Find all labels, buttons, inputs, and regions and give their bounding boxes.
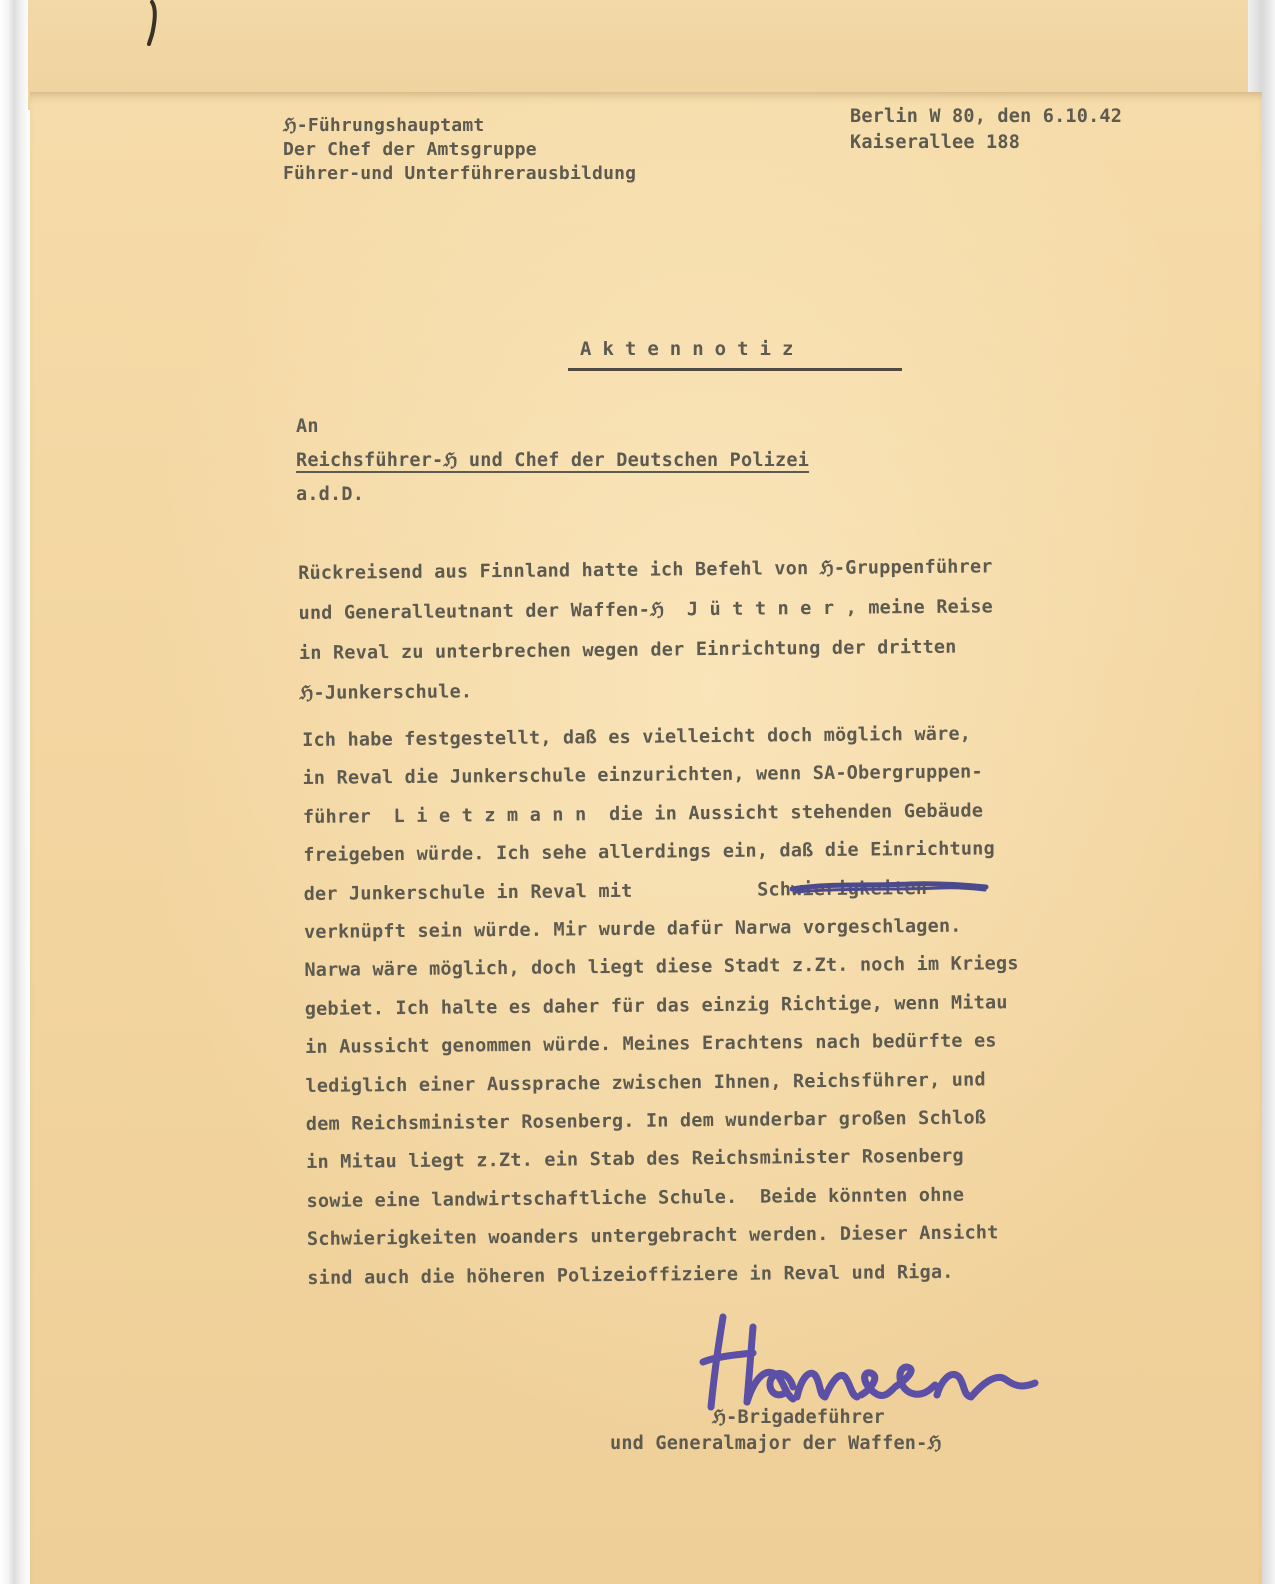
body-paragraph-2: [302, 715, 1022, 1298]
place-date: Berlin W 80, den 6.10.42: [850, 106, 1123, 127]
body-paragraph-1: [298, 547, 994, 714]
text-line: der Junkerschule in Reval mit Schwierigkeiten: [303, 877, 928, 905]
office-line-2: Der Chef der Amtsgruppe: [283, 139, 537, 160]
document-page: [30, 92, 1262, 1584]
signature-block: [610, 1405, 942, 1457]
rank-line-2: und Generalmajor der Waffen-ℌ: [610, 1433, 942, 1454]
addressee-to: An: [296, 416, 319, 437]
office-line-1: ℌ-Führungshauptamt: [283, 115, 485, 136]
text-line: in Mitau liegt z.Zt. ein Stab des Reichsminister Rosenberg: [306, 1146, 964, 1174]
addressee-abbrev: a.d.D.: [296, 484, 365, 505]
text-line: gebiet. Ich halte es daher für das einzig Richtige, wenn Mitau: [304, 992, 1008, 1020]
text-line: Schwierigkeiten woanders untergebracht werden. Dieser Ansicht: [306, 1222, 999, 1251]
place-date-block: [850, 104, 1122, 156]
street-address: Kaiserallee 188: [850, 132, 1021, 153]
text-line: in Reval die Junkerschule einzurichten, wenn SA-Obergruppen-: [302, 761, 983, 790]
text-line: in Aussicht genommen würde. Meines Erachtens nach bedürfte es: [305, 1030, 997, 1059]
text-line: freigeben würde. Ich sehe allerdings ein, daß die Einrichtung: [303, 838, 995, 867]
document-title: Aktennotiz: [580, 338, 805, 360]
addressee-block: [296, 410, 809, 512]
text-line: Ich habe festgestellt, daß es vielleicht doch möglich wäre,: [302, 723, 972, 751]
text-line: sowie eine landwirtschaftliche Schule. Beide könnten ohne: [306, 1184, 965, 1212]
addressee-name: Reichsführer-ℌ und Chef der Deutschen Polizei: [296, 450, 810, 471]
text-line: sind auch die höheren Polizeioffiziere in Reval und Riga.: [307, 1261, 954, 1289]
title-underline: [568, 368, 902, 371]
rank-line-1: ℌ-Brigadeführer: [712, 1407, 885, 1428]
text-line: ℌ-Junkerschule.: [299, 681, 473, 704]
text-line: verknüpft sein würde. Mir wurde dafür Narwa vorgeschlagen.: [303, 915, 962, 944]
text-line: und Generalleutnant der Waffen-ℌ J ü t t n e r , meine Reise: [298, 596, 994, 624]
text-line: lediglich einer Aussprache zwischen Ihnen, Reichsführer, und: [305, 1069, 986, 1097]
ink-strikethrough: [790, 877, 990, 897]
office-line-3: Führer-und Unterführerausbildung: [283, 163, 637, 184]
text-line: führer L i e t z m a n n die in Aussicht stehenden Gebäude: [302, 800, 984, 828]
letterhead: [283, 114, 636, 186]
text-line: in Reval zu unterbrechen wegen der Einrichtung der dritten: [298, 636, 957, 664]
text-line: dem Reichsminister Rosenberg. In dem wunderbar großen Schloß: [305, 1107, 987, 1136]
text-line: Narwa wäre möglich, doch liegt diese Stadt z.Zt. noch im Kriegs: [304, 953, 1019, 982]
pin-mark: [145, 0, 161, 46]
text-line: Rückreisend aus Finnland hatte ich Befehl von ℌ-Gruppenführer: [298, 556, 993, 584]
